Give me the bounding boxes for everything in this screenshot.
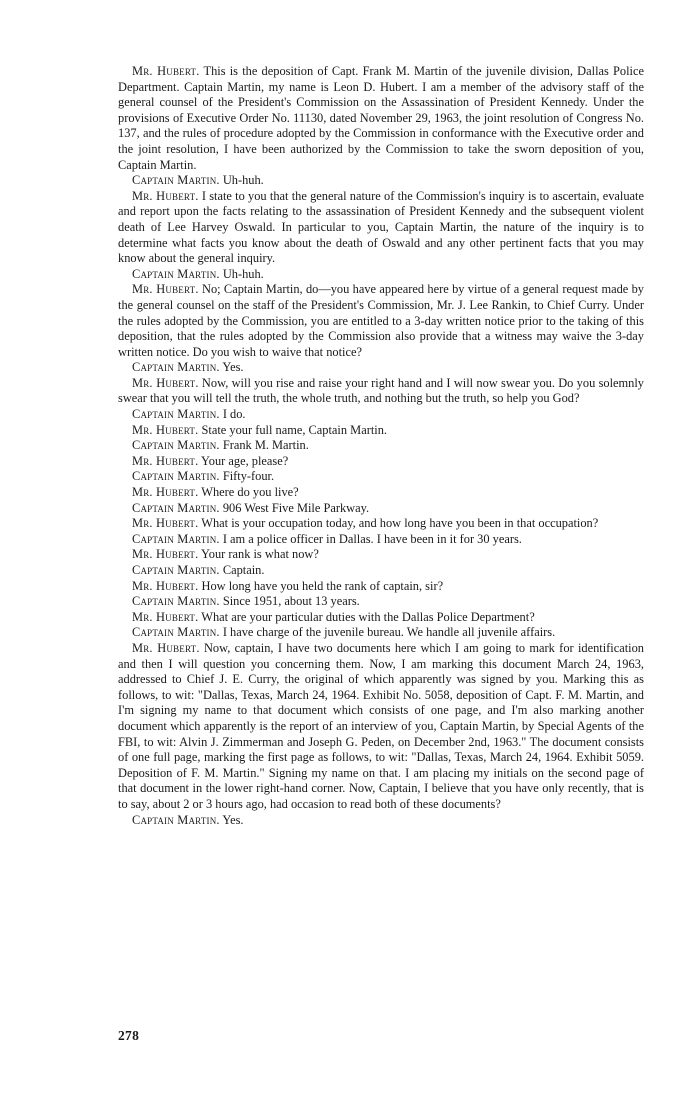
paragraph-text: This is the deposition of Capt. Frank M. Martin of the juvenile division, Dallas Police Department. Captain Martin, my name is Leon D. Hubert. I am a member of the advisory staff of the general counsel of the President's Commission on the Assassination of President Kennedy. Under the provisions of Executive Order No. 11130, dated November 29, 1963, the joint resolution of Congress No. 137, and the rules of procedure adopted by the Commission in conformance with the Executive order and the joint resolution, I have been authorized by the Commission to take the sworn deposition of you, Captain Martin. — [118, 64, 645, 172]
paragraph-text: Where do you live? — [198, 485, 299, 500]
paragraph — [118, 641, 644, 813]
paragraph-text: How long have you held the rank of captain, sir? — [198, 578, 444, 593]
paragraph-text: 906 West Five Mile Parkway. — [219, 500, 370, 515]
paragraph-text: What is your occupation today, and how long have you been in that occupation? — [198, 516, 599, 531]
speaker-label: Captain Martin. — [132, 531, 220, 546]
speaker-label: Captain Martin. — [132, 407, 220, 422]
paragraph — [118, 610, 644, 626]
paragraph — [118, 594, 644, 610]
speaker-label: Mr. Hubert. — [132, 516, 199, 531]
paragraph — [118, 485, 644, 501]
paragraph-text: Yes. — [219, 812, 244, 827]
speaker-label: Captain Martin. — [132, 500, 220, 515]
speaker-label: Mr. Hubert. — [132, 64, 200, 78]
paragraph — [118, 469, 644, 485]
speaker-label: Mr. Hubert. — [132, 282, 199, 297]
speaker-label: Captain Martin. — [132, 625, 220, 640]
transcript-column — [118, 64, 644, 828]
paragraph-text: Your rank is what now? — [198, 547, 319, 562]
paragraph-text: I do. — [219, 407, 246, 422]
paragraph — [118, 625, 644, 641]
paragraph — [118, 360, 644, 376]
speaker-label: Captain Martin. — [132, 563, 220, 577]
paragraph — [118, 376, 644, 407]
speaker-label: Mr. Hubert. — [132, 485, 199, 500]
paragraph — [118, 501, 644, 517]
paragraph-text: I have charge of the juvenile bureau. We handle all juvenile affairs. — [219, 625, 556, 640]
page-number: 278 — [118, 1028, 140, 1043]
paragraph — [118, 173, 644, 189]
paragraph — [118, 407, 644, 423]
paragraph-text: Frank M. Martin. — [219, 438, 309, 453]
speaker-label: Captain Martin. — [132, 173, 220, 188]
paragraph — [118, 579, 644, 595]
paragraph — [118, 438, 644, 454]
paragraph — [118, 563, 644, 579]
paragraph-text: Uh-huh. — [219, 266, 264, 281]
paragraph — [118, 454, 644, 470]
speaker-label: Mr. Hubert. — [132, 547, 199, 562]
paragraph-text: Yes. — [219, 360, 244, 375]
speaker-label: Mr. Hubert. — [132, 375, 199, 390]
paragraph — [118, 64, 644, 173]
speaker-label: Mr. Hubert. — [132, 188, 199, 203]
speaker-label: Captain Martin. — [132, 266, 220, 281]
speaker-label: Captain Martin. — [132, 360, 220, 375]
paragraph-text: State your full name, Captain Martin. — [198, 422, 387, 437]
paragraph — [118, 282, 644, 360]
speaker-label: Captain Martin. — [132, 594, 220, 609]
speaker-label: Mr. Hubert. — [132, 578, 199, 593]
speaker-label: Captain Martin. — [132, 438, 220, 453]
paragraph-text: Now, will you rise and raise your right hand and I will now swear you. Do you solemnly swear that you will tell the truth, the whole truth, and nothing but the truth, so help you God? — [118, 375, 644, 406]
speaker-label: Mr. Hubert. — [132, 422, 199, 437]
speaker-label: Captain Martin. — [132, 469, 220, 484]
paragraph — [118, 423, 644, 439]
paragraph-text: Captain. — [219, 563, 265, 577]
paragraph-text: Now, captain, I have two documents here which I am going to mark for identification and then I will question you concerning them. Now, I am marking this document March 24, 1963, addressed to Chief J. E. Curry, the original of which apparently was signed by you. Marking this as follows, to wit: "Dallas, Texas, March 24, 1964. Exhibit No. 5058, deposition of Capt. F. M. Martin, and I'm signing my name to that document which consists of one page, and I'm also marking another document which apparently is the report of an interview of you, Captain Martin, by Special Agents of the FBI, to wit: Alvin J. Zimmerman and Joseph G. Peden, on December 2nd, 1963." The document consists of one full page, marking the first page as follows, to wit: "Dallas, Texas, March 24, 1964. Exhibit 5059. Deposition of F. M. Martin." Signing my name on that. I am placing my initials on the second page of that document in the lower right-hand corner. Now, Captain, I believe that you have only recently, that is to say, about 2 or 3 hours ago, had occasion to read both of these documents? — [118, 640, 645, 811]
paragraph-text: Uh-huh. — [219, 173, 264, 188]
paragraph-text: No; Captain Martin, do—you have appeared here by virtue of a general request made by the general counsel on the staff of the President's Commission, Mr. J. Lee Rankin, to Chief Curry. Under the rules adopted by the Commission, you are entitled to a 3-day written notice prior to the taking of this deposition, that the rules adopted by the Commission also provide that a witness may waive the 3-day written notice. Do you wish to waive that notice? — [118, 282, 645, 359]
speaker-label: Mr. Hubert. — [132, 453, 199, 468]
paragraph — [118, 267, 644, 283]
paragraph-text: Your age, please? — [198, 453, 289, 468]
paragraph-text: Since 1951, about 13 years. — [219, 594, 360, 609]
paragraph-text: I state to you that the general nature of the Commission's inquiry is to ascertain, evaluate and report upon the facts relating to the assassination of President Kennedy and the subsequent violent death of Lee Harvey Oswald. In particular to you, Captain Martin, the nature of the inquiry is to determine what facts you know about the death of Oswald and any other pertinent facts that you may know about the general inquiry. — [118, 188, 645, 266]
paragraph — [118, 516, 644, 532]
paragraph — [118, 813, 644, 829]
paragraph-text: I am a police officer in Dallas. I have been in it for 30 years. — [219, 531, 522, 546]
paragraph — [118, 547, 644, 563]
speaker-label: Captain Martin. — [132, 812, 220, 827]
speaker-label: Mr. Hubert. — [132, 640, 200, 655]
paragraph — [118, 532, 644, 548]
speaker-label: Mr. Hubert. — [132, 609, 199, 624]
paragraph-text: What are your particular duties with the Dallas Police Department? — [198, 609, 535, 624]
paragraph-text: Fifty-four. — [219, 469, 275, 484]
paragraph — [118, 189, 644, 267]
